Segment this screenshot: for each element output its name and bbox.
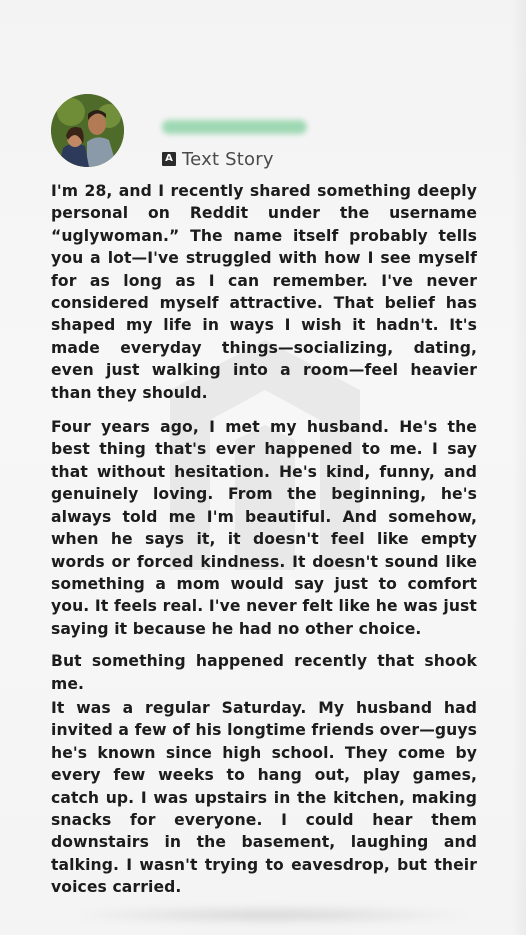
post-header — [51, 94, 491, 174]
bottom-shadow — [60, 905, 480, 925]
story-type-label: Text Story — [182, 148, 274, 170]
story-paragraph: Four years ago, I met my husband. He's the best thing that's ever happened to me. I say that without hesitation. He's kind, funny, and genuinely loving. From the beginning, he's always told me I'm beautiful. And somehow, when he says it, it doesn't feel like empty words or forced kindness. It doesn't sound like something a mom would say just to comfort you. It feels real. I've never felt like he was just saying it because he had no other choice. — [51, 418, 477, 638]
story-paragraph: It was a regular Saturday. My husband had invited a few of his longtime friends over—guys he's known since high school. They come by every few weeks to hang out, play games, catch up. I was upstairs in the kitchen, making snacks for everyone. I could hear them downstairs in the basement, laughing and talking. I wasn't trying to eavesdrop, but their voices carried. — [51, 698, 477, 897]
avatar[interactable] — [51, 94, 124, 167]
username-blurred — [162, 120, 307, 134]
story-paragraph: I'm 28, and I recently shared something deeply personal on Reddit under the username “uglywoman.” The name itself probably tells you a lot—I've struggled with how I see myself for as long as I can remember. I've never considered myself attractive. That belief has shaped my life in ways I wish it hadn't. It's made everyday things—socializing, dating, even just walking into a room—feel heavier than they should. — [51, 182, 477, 402]
right-edge-shade — [512, 0, 526, 935]
avatar-photo-icon — [51, 94, 124, 167]
story-body — [51, 180, 477, 911]
story-paragraph: But something happened recently that shook me. — [51, 652, 477, 693]
story-type-tag — [162, 149, 274, 169]
text-story-icon: A — [162, 152, 176, 166]
